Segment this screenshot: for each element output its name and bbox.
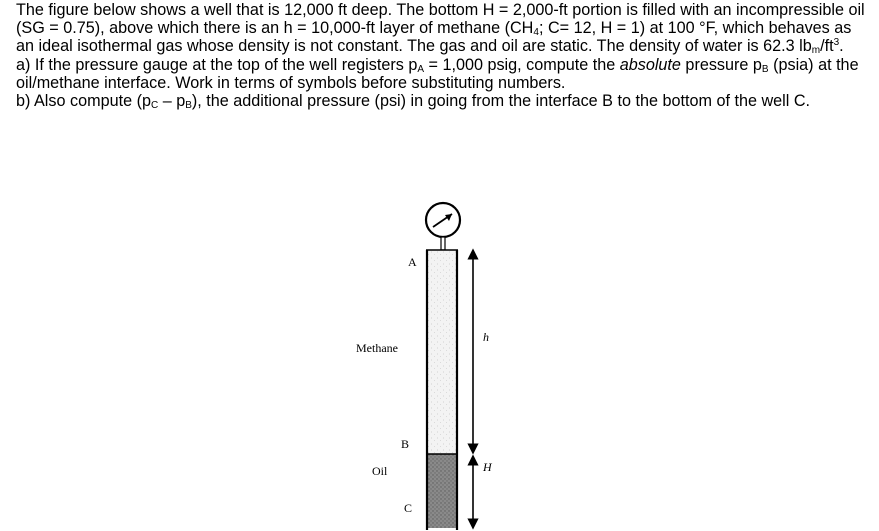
gauge-stem: [441, 237, 445, 250]
oil-label: Oil: [372, 464, 388, 478]
H-label: H: [483, 460, 492, 474]
problem-intro: The figure below shows a well that is 12,000 ft deep. The bottom H = 2,000-ft portion is filled with an incompressible oil (SG = 0.75), above which there is an h = 10,000-ft layer of methane ($CH_4$; C= 12, H = 1) at 100 °F, which behaves as an ideal isothermal gas whose density is not constant. The gas and oil are static. The density of water is 62.3 $lb_m/ft^3$.: [16, 1, 865, 57]
well-diagram: [340, 190, 540, 531]
problem-statement: [16, 1, 866, 110]
methane-column: [427, 250, 457, 454]
h-label: h: [483, 330, 489, 344]
point-c-label: C: [404, 501, 413, 515]
pressure-gauge: [426, 203, 460, 250]
oil-column: [427, 454, 457, 528]
question-part-a: a) If the pressure gauge at the top of the well registers $p_A = 1,000$ psig, compute the absolute pressure $p_B$ (psia) at the oil/methane interface. Work in terms of symbols before substituting numbers.: [16, 55, 859, 92]
point-a-label: A: [408, 255, 417, 269]
question-part-b: b) Also compute $(p_C - p_B)$, the additional pressure (psi) in going from the interface B to the bottom of the well C.: [16, 92, 811, 112]
well-diagram-svg: [340, 190, 540, 531]
point-b-label: B: [401, 437, 410, 451]
methane-label: Methane: [356, 341, 398, 355]
